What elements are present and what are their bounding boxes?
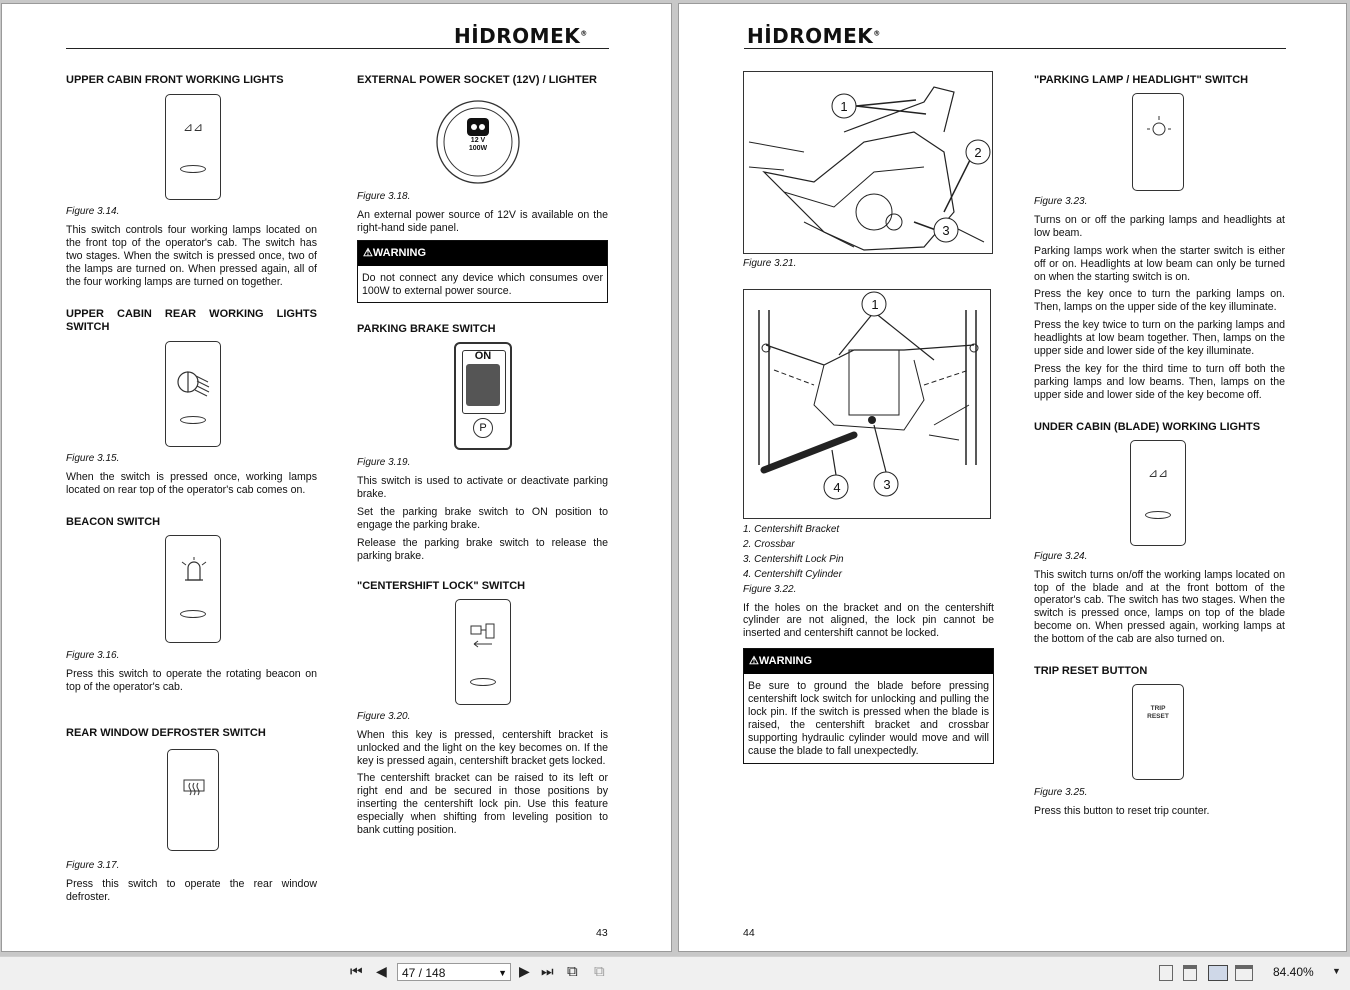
rear-work-lamp-icon	[174, 368, 214, 398]
front-work-lights-switch-figure	[165, 94, 221, 200]
section-title: "PARKING LAMP / HEADLIGHT" SWITCH	[1034, 74, 1249, 86]
under-cabin-work-lights-switch-figure	[1130, 440, 1186, 546]
legend-item: 4. Centershift Cylinder	[743, 568, 842, 580]
warning-triangle-icon: ⚠	[363, 246, 373, 259]
continuous-facing-icon[interactable]	[1235, 965, 1253, 981]
section-title: UNDER CABIN (BLADE) WORKING LIGHTS	[1034, 420, 1261, 433]
power-socket-figure	[434, 96, 522, 184]
legend-item: 1. Centershift Bracket	[743, 524, 840, 535]
fig-3-21-caption-block	[743, 258, 994, 276]
section-title: PARKING BRAKE SWITCH	[357, 323, 496, 336]
legend-item: 2. Crossbar	[743, 538, 795, 550]
zoom-dropdown-icon[interactable]: ▼	[1332, 966, 1341, 976]
callout-3: 3	[942, 223, 950, 238]
figure-caption: Figure 3.22.	[743, 583, 797, 595]
rear-work-lights-switch-figure	[165, 341, 221, 447]
body-text: Press this button to reset trip counter.	[1034, 804, 1210, 817]
callout-1: 1	[840, 99, 848, 114]
body-text: Press this switch to operate the rear window defroster.	[66, 877, 317, 903]
pdf-page-43	[1, 3, 672, 952]
section-title: UPPER CABIN REAR WORKING LIGHTS SWITCH	[66, 308, 317, 334]
legend-item: 3. Centershift Lock Pin	[743, 553, 844, 565]
body-text: When the switch is pressed once, working lamps located on rear top of the operator's cab comes on.	[66, 471, 317, 497]
figure-caption: Figure 3.17.	[66, 859, 120, 871]
body-text: If the holes on the bracket and on the centershift cylinder are not aligned, the lock pin cannot be inserted and centershift cannot be locked.	[743, 601, 994, 640]
hidromek-logo: HİDROMEK®	[454, 24, 588, 48]
warning-header: ⚠WARNING	[358, 241, 607, 266]
zoom-level[interactable]: 84.40%	[1273, 965, 1314, 979]
section-title: UPPER CABIN FRONT WORKING LIGHTS	[66, 74, 284, 86]
headlight-icon	[1145, 114, 1173, 142]
socket-label: 12 V 100W	[468, 137, 488, 152]
trip-reset-button-figure	[1132, 684, 1184, 780]
warning-box	[743, 648, 994, 763]
work-lamp-icon: ⊿⊿	[1147, 465, 1169, 480]
centershift-diagram-1	[743, 71, 993, 254]
continuous-icon[interactable]	[1183, 965, 1197, 981]
defroster-icon	[183, 779, 205, 797]
facing-icon[interactable]	[1208, 965, 1228, 981]
warning-box	[357, 240, 608, 304]
figure-caption: Figure 3.21.	[743, 258, 797, 269]
page44-column-right	[1034, 74, 1285, 823]
figure-caption: Figure 3.16.	[66, 650, 120, 662]
parking-lamp-switch-figure	[1132, 93, 1184, 191]
viewer-toolbar	[0, 956, 1350, 990]
body-text: The centershift bracket can be raised to its left or right end and be secured in those positions by inserting the centershift lock pin. Use this feature especially when shifting from leveling position to bank cutting position.	[357, 772, 608, 837]
section-title: BEACON SWITCH	[66, 516, 161, 529]
callout-2: 2	[974, 145, 982, 160]
body-text: An external power source of 12V is available on the right-hand side panel.	[357, 208, 608, 234]
prev-view-icon[interactable]: ⧉	[567, 963, 578, 980]
prev-page-icon[interactable]: ◀	[376, 963, 387, 979]
body-text: Release the parking brake switch to release the parking brake.	[357, 536, 608, 562]
body-text: Press the key for the third time to turn off both the parking lamps and low beams. Then, lamps on the upper side and lower side of the key become off.	[1034, 362, 1285, 401]
parking-p-icon: P	[473, 418, 493, 438]
body-text: Parking lamps work when the starter switch is either off or on. Headlights at low beam can only be turned on when the starting switch is on.	[1034, 244, 1285, 283]
pdf-page-44	[678, 3, 1347, 952]
figure-caption: Figure 3.14.	[66, 206, 120, 217]
hidromek-logo: HİDROMEK®	[747, 24, 881, 48]
page44-column-left	[743, 524, 994, 764]
defroster-switch-figure	[167, 749, 219, 851]
section-title: EXTERNAL POWER SOCKET (12V) / LIGHTER	[357, 74, 597, 86]
centershift-lock-switch-figure	[455, 599, 511, 705]
warning-text: Be sure to ground the blade before pressing centershift lock switch for unlocking and pulling the lock pin. If the switch is pressed when the blade is raised, the centershift bracket and crossbar supporting hydraulic cylinder would move and will cause the blade to fall unexpectedly.	[748, 680, 989, 757]
page-number: 43	[596, 927, 608, 939]
figure-caption: Figure 3.23.	[1034, 196, 1088, 207]
header-rule	[744, 48, 1286, 49]
body-text: This switch controls four working lamps located on the front top of the operator's cab. The switch has two stages. When the switch is pressed once, two of the lamps are turned on. When pressed again, all of the four working lamps are turned on together.	[66, 223, 317, 288]
body-text: This switch turns on/off the working lamps located on top of the blade and at the front bottom of the operator's cab. The switch has two stages. When the switch is pressed once, lamps on top of the blade become on. When pressed again, working lamps at the bottom of the cab are also turned on.	[1034, 568, 1285, 646]
next-page-icon[interactable]: ▶	[519, 963, 530, 979]
chevron-down-icon[interactable]: ▼	[498, 968, 507, 978]
body-text: Turns on or off the parking lamps and headlights at low beam.	[1034, 213, 1285, 239]
next-view-icon[interactable]: ⧉	[594, 963, 605, 980]
last-page-icon[interactable]: ⏭	[541, 963, 554, 979]
trip-reset-label: TRIP RESET	[1147, 705, 1169, 721]
body-text: Set the parking brake switch to ON position to engage the parking brake.	[357, 506, 608, 532]
header-rule	[66, 48, 609, 49]
on-label: ON	[474, 350, 492, 363]
body-text: This switch is used to activate or deactivate parking brake.	[357, 475, 608, 501]
figure-caption: Figure 3.15.	[66, 453, 120, 465]
warning-header: ⚠WARNING	[744, 649, 993, 674]
callout-4: 4	[833, 480, 841, 495]
figure-caption: Figure 3.19.	[357, 457, 411, 469]
page-number-field[interactable]: 47 / 148 ▼	[397, 963, 511, 981]
figure-caption: Figure 3.24.	[1034, 550, 1088, 562]
body-text: Press the key once to turn the parking lamps on. Then, lamps on the upper side of the key illuminate.	[1034, 288, 1285, 314]
figure-caption: Figure 3.20.	[357, 710, 411, 722]
callout-1: 1	[871, 297, 879, 312]
first-page-icon[interactable]: ⏮	[350, 963, 363, 979]
body-text: When this key is pressed, centershift bracket is unlocked and the light on the key becomes on. If the key is pressed again, centershift bracket gets locked.	[357, 728, 608, 767]
figure-caption: Figure 3.25.	[1034, 787, 1088, 799]
single-page-icon[interactable]	[1159, 965, 1173, 981]
warning-text: Do not connect any device which consumes over 100W to external power source.	[362, 271, 603, 297]
beacon-switch-figure	[165, 535, 221, 643]
centershift-diagram-2	[743, 289, 991, 519]
figure-caption: Figure 3.18.	[357, 191, 411, 202]
section-title: "CENTERSHIFT LOCK" SWITCH	[357, 579, 526, 592]
section-title: REAR WINDOW DEFROSTER SWITCH	[66, 726, 266, 739]
parking-brake-switch-figure	[454, 342, 512, 450]
callout-3: 3	[883, 477, 891, 492]
page43-column-left	[66, 74, 317, 909]
work-lamp-icon: ⊿⊿	[182, 120, 204, 134]
page43-column-right	[357, 74, 608, 842]
warning-triangle-icon: ⚠	[749, 655, 759, 668]
section-title: TRIP RESET BUTTON	[1034, 665, 1148, 678]
beacon-icon	[178, 556, 210, 582]
body-text: Press the key twice to turn on the parking lamps and headlights at low beam together. Then, lamps on the upper side and lower side of the key illuminate.	[1034, 319, 1285, 358]
centershift-icon	[468, 622, 500, 652]
page-number: 44	[743, 927, 755, 939]
body-text: Press this switch to operate the rotating beacon on top of the operator's cab.	[66, 668, 317, 693]
